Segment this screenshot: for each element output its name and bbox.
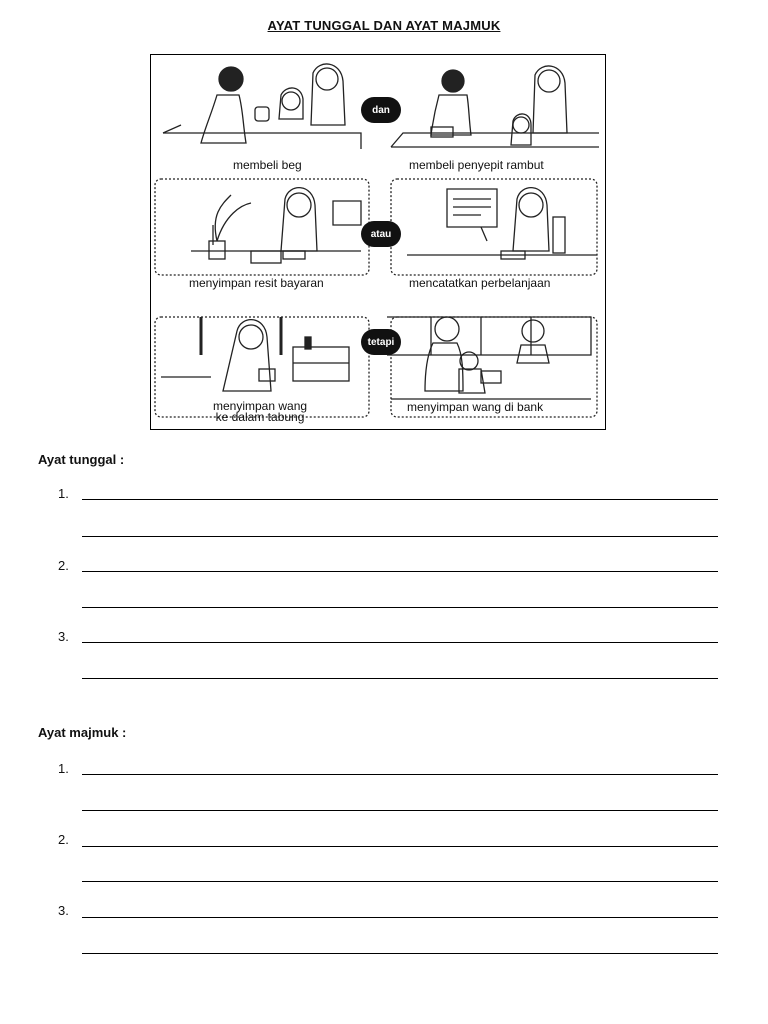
- connector-tetapi: tetapi: [361, 329, 401, 355]
- scene-buying-bag: [163, 64, 361, 149]
- answer-row-tunggal-1: [0, 486, 768, 506]
- answer-line[interactable]: [82, 953, 718, 954]
- caption-menyimpan-wang-di-bank: menyimpan wang di bank: [407, 400, 544, 414]
- answer-line[interactable]: [82, 846, 718, 847]
- caption-line-1: menyimpan wang: [213, 399, 308, 413]
- item-number: 3.: [58, 629, 69, 644]
- answer-line[interactable]: [82, 917, 718, 918]
- item-number: 3.: [58, 903, 69, 918]
- section-label-ayat-tunggal: Ayat tunggal :: [38, 452, 125, 467]
- item-number: 1.: [58, 486, 69, 501]
- item-number: 2.: [58, 558, 69, 573]
- connector-atau: atau: [361, 221, 401, 247]
- answer-row-majmuk-3: [0, 903, 768, 923]
- answer-line[interactable]: [82, 678, 718, 679]
- caption-mencatatkan-perbelanjaan: mencatatkan perbelanjaan: [409, 276, 551, 290]
- answer-line[interactable]: [82, 810, 718, 811]
- answer-row-majmuk-2: [0, 832, 768, 852]
- connector-dan: dan: [361, 97, 401, 123]
- answer-line[interactable]: [82, 774, 718, 775]
- answer-row-tunggal-2: [0, 558, 768, 578]
- section-label-ayat-majmuk: Ayat majmuk :: [38, 725, 127, 740]
- answer-line[interactable]: [82, 499, 718, 500]
- illustration-panel: [150, 54, 606, 430]
- caption-membeli-penyepit-rambut: membeli penyepit rambut: [409, 158, 544, 172]
- worksheet-title: AYAT TUNGGAL DAN AYAT MAJMUK: [267, 18, 501, 33]
- caption-membeli-beg: membeli beg: [233, 158, 302, 172]
- answer-line[interactable]: [82, 881, 718, 882]
- item-number: 2.: [58, 832, 69, 847]
- scene-buying-hairclip: [391, 66, 599, 147]
- answer-row-majmuk-1: [0, 761, 768, 781]
- item-number: 1.: [58, 761, 69, 776]
- answer-line[interactable]: [82, 607, 718, 608]
- scene-recording-expenses: [391, 179, 597, 275]
- caption-menyimpan-wang-tabung: [213, 401, 307, 423]
- caption-menyimpan-resit-bayaran: menyimpan resit bayaran: [189, 276, 324, 290]
- answer-line[interactable]: [82, 536, 718, 537]
- scene-keeping-receipt: [155, 179, 369, 275]
- answer-row-tunggal-3: [0, 629, 768, 649]
- answer-line[interactable]: [82, 571, 718, 572]
- answer-line[interactable]: [82, 642, 718, 643]
- caption-line-2: ke dalam tabung: [215, 410, 305, 424]
